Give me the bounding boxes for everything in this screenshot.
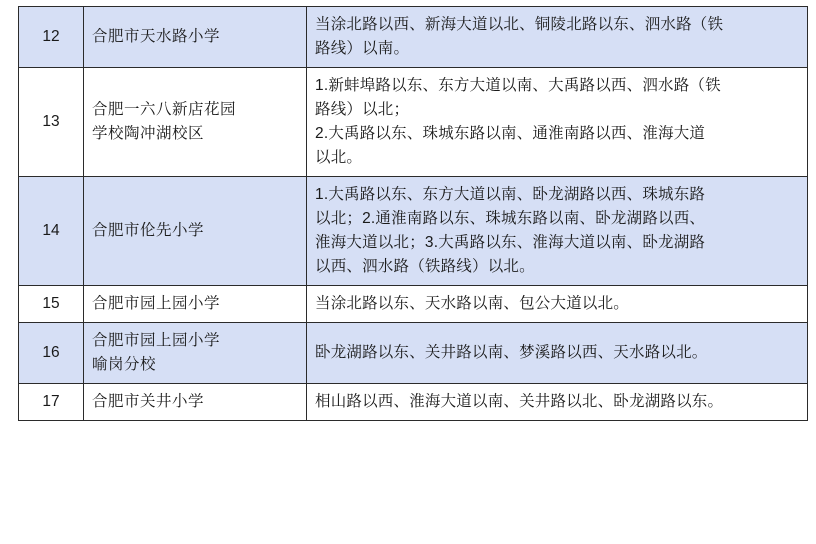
row-school-name: [84, 286, 307, 323]
table-row: [19, 68, 808, 177]
table-body: [19, 7, 808, 421]
range-line: 当涂北路以西、新海大道以北、铜陵北路以东、泗水路（铁: [315, 16, 724, 33]
range-line: 1.新蚌埠路以东、东方大道以南、大禹路以西、泗水路（铁: [315, 77, 721, 95]
range-line: 淮海大道以北；3.大禹路以东、淮海大道以南、卧龙湖路: [315, 234, 706, 252]
table-row: [19, 177, 808, 286]
row-school-name: [84, 384, 307, 421]
range-line: 路线）以北；: [315, 101, 410, 119]
range-line: 以北；2.通淮南路以东、珠城东路以南、卧龙湖路以西、: [315, 210, 706, 228]
row-index: 14: [19, 177, 84, 286]
school-name-line: 合肥市天水路小学: [92, 28, 221, 45]
row-school-name: [84, 68, 307, 177]
school-name-line: 合肥市园上园小学: [92, 332, 221, 350]
row-index: 13: [19, 68, 84, 177]
school-district-table: [18, 6, 808, 421]
range-line: 当涂北路以东、天水路以南、包公大道以北。: [315, 295, 630, 313]
school-name-line: 合肥市关井小学: [92, 393, 205, 411]
row-district-range: [307, 384, 808, 421]
range-line: 以北。: [315, 149, 363, 167]
row-index: 12: [19, 7, 84, 68]
row-district-range: [307, 177, 808, 286]
table-row: [19, 286, 808, 323]
row-school-name: [84, 177, 307, 286]
range-line: 1.大禹路以东、东方大道以南、卧龙湖路以西、珠城东路: [315, 186, 706, 204]
range-line: 以西、泗水路（铁路线）以北。: [315, 258, 535, 276]
school-name-line: 学校陶冲湖校区: [92, 125, 205, 143]
row-index: 15: [19, 286, 84, 323]
document-page: [0, 6, 816, 544]
school-name-line: 合肥市园上园小学: [92, 295, 221, 313]
table-row: [19, 7, 808, 68]
row-index: 16: [19, 323, 84, 384]
school-name-line: 合肥一六八新店花园: [92, 101, 237, 119]
range-line: 路线）以南。: [315, 40, 410, 58]
row-district-range: [307, 7, 808, 68]
school-name-line: 合肥市伦先小学: [92, 222, 205, 240]
row-district-range: [307, 68, 808, 177]
school-name-line: 喻岗分校: [92, 356, 157, 374]
table-row: [19, 323, 808, 384]
table-row: [19, 384, 808, 421]
range-line: 卧龙湖路以东、关井路以南、梦溪路以西、天水路以北。: [315, 344, 708, 362]
range-line: 相山路以西、淮海大道以南、关井路以北、卧龙湖路以东。: [315, 393, 724, 411]
row-index: 17: [19, 384, 84, 421]
row-district-range: [307, 323, 808, 384]
row-district-range: [307, 286, 808, 323]
row-school-name: [84, 7, 307, 68]
range-line: 2.大禹路以东、珠城东路以南、通淮南路以西、淮海大道: [315, 125, 706, 143]
row-school-name: [84, 323, 307, 384]
